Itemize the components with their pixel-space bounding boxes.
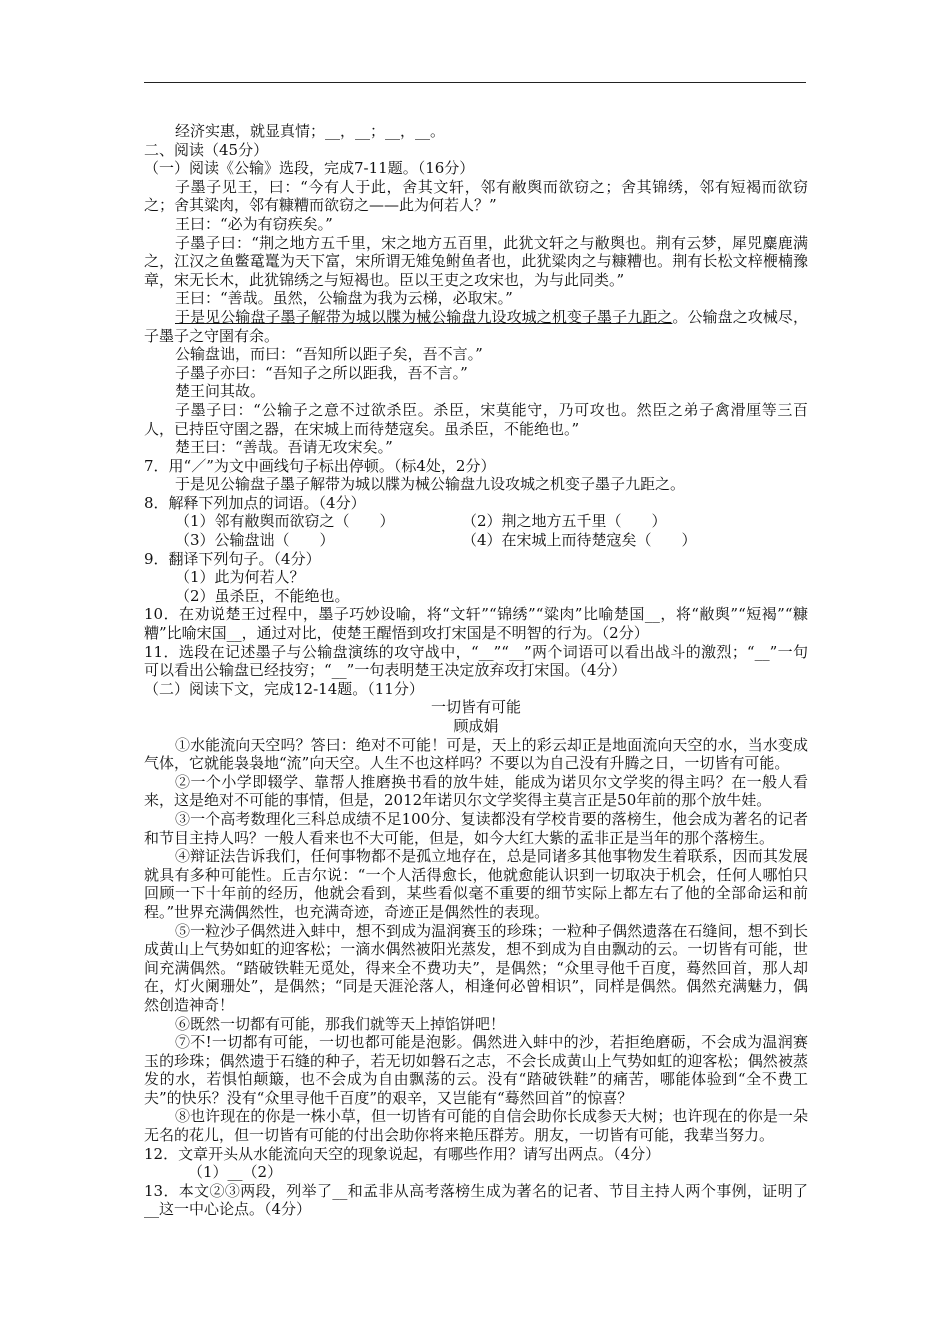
article-paragraph: ①水能流向天空吗？答曰：绝对不可能！可是，天上的彩云却正是地面流向天空的水，当水变成气体，它就能袅袅地“流”向天空。人生不也这样吗？不要以为自己没有升腾之日，一切皆有可能。: [144, 735, 808, 773]
passage-paragraph: 公输盘诎，而曰：“吾知所以距子矣，吾不言。”: [175, 345, 483, 364]
question-8-item: （3）公输盘诎（ ）: [175, 531, 335, 550]
question-8-row: [144, 531, 808, 550]
article-paragraph: ④辩证法告诉我们，任何事物都不是孤立地存在，总是同诸多其他事物发生着联系，因而其发展就具有多种可能性。丘吉尔说：“一个人活得愈长，他就愈能认识到一切取决于机会，任何人哪怕只回顾一下十年前的经历，他就会看到，某些看似毫不重要的细节实际上都左右了他的全部命运和前程。”世界充满偶然性，也充满奇迹，奇迹正是偶然性的表现。: [144, 847, 808, 921]
article-paragraph: ⑥既然一切都有可能，那我们就等天上掉馅饼吧！: [175, 1014, 506, 1033]
article-paragraph: ⑤一粒沙子偶然进入蚌中，想不到成为温润赛玉的珍珠；一粒种子偶然遗落在石缝间，想不到长成黄山上气势如虹的迎客松；一滴水偶然被阳光蒸发，想不到成为自由飘动的云。一切皆有可能，世间充满偶然。“踏破铁鞋无觅处，得来全不费功夫”，是偶然；“众里寻他千百度，蓦然回首，那人却在，灯火阑珊处”，是偶然；“同是天涯沦落人，相逢何必曾相识”，同样是偶然。偶然充满魅力，偶然创造神奇！: [144, 921, 808, 1014]
passage-paragraph: 子墨子见王，曰：“今有人于此，舍其文轩，邻有敝舆而欲窃之；舍其锦绣，邻有短褐而欲窃之；舍其粱肉，邻有糠糟而欲窃之——此为何若人？”: [144, 177, 808, 215]
subsection-heading: （一）阅读《公输》选段，完成7-11题。（16分）: [144, 159, 475, 178]
question-7: 7．用“／”为文中画线句子标出停顿。（标4处，2分）: [144, 456, 496, 475]
article-paragraph: ②一个小学即辍学、靠帮人推磨换书看的放牛娃，能成为诺贝尔文学奖的得主吗？在一般人看来，这是绝对不可能的事情，但是，2012年诺贝尔文学奖得主莫言正是50年前的那个放牛娃。: [144, 772, 808, 810]
question-10: 10．在劝说楚王过程中，墨子巧妙设喻，将“文轩”“锦绣”“粱肉”比喻楚国__，将“敝舆”“短褐”“糠糟”比喻宋国__，通过对比，使楚王醒悟到攻打宋国是不明智的行为。（2分）: [144, 605, 808, 643]
question-13: 13．本文②③两段，列举了__和孟非从高考落榜生成为著名的记者、节目主持人两个事例，证明了__这一中心论点。（4分）: [144, 1181, 808, 1219]
text-line: 经济实惠，就显真情；__，__；__，__。: [175, 122, 446, 140]
underlined-sentence: 于是见公输盘子墨子解带为城以牒为械公输盘九设攻城之机变子墨子九距之: [175, 307, 673, 326]
passage-paragraph: 王曰：“善哉。虽然，公输盘为我为云梯，必取宋。”: [175, 289, 513, 308]
article-paragraph: ⑦不!一切都有可能，一切也都可能是泡影。偶然进入蚌中的沙，若拒绝磨砺，不会成为温润赛玉的珍珠；偶然遗于石缝的种子，若无切如磐石之志，不会长成黄山上气势如虹的迎客松；偶然被蒸发的水，若惧怕颠簸，也不会成为自由飘荡的云。没有“踏破铁鞋”的痛苦，哪能体验到“全不费工夫”的快乐？没有“众里寻他千百度”的艰辛，又岂能有“蓦然回首”的惊喜？: [144, 1033, 808, 1107]
subsection-heading: （二）阅读下文，完成12-14题。（11分）: [144, 679, 424, 698]
question-9-item: （2）虽杀臣，不能绝也。: [175, 586, 350, 605]
section-heading: 二、阅读（45分）: [144, 140, 269, 159]
question-11: 11．选段在记述墨子与公输盘演练的攻守战中，“__”“__”两个词语可以看出战斗的激烈；“__”一句可以看出公输盘已经技穷；“__”一句表明楚王决定放弃攻打宋国。（4分）: [144, 642, 808, 680]
question-8-item: （4）在宋城上而待楚寇矣（ ）: [462, 531, 697, 550]
document-body: [144, 122, 808, 1219]
article-paragraph: ⑧也许现在的你是一株小草，但一切皆有可能的自信会助你长成参天大树；也许现在的你是一朵无名的花儿，但一切皆有可能的付出会助你将来艳压群芳。朋友，一切皆有可能，我辈当努力。: [144, 1107, 808, 1145]
question-8-row: [144, 512, 808, 531]
passage-paragraph: 楚王曰：“善哉。吾请无攻宋矣。”: [175, 438, 393, 457]
article-paragraph: ③一个高考数理化三科总成绩不足100分、复读都没有学校肯要的落榜生，他会成为著名的记者和节目主持人吗？一般人看来也不大可能，但是，如今大红大紫的孟非正是当年的那个落榜生。: [144, 809, 808, 847]
passage-paragraph: 子墨子亦曰：“吾知子之所以距我，吾不言。”: [175, 363, 468, 382]
passage-paragraph: 楚王问其故。: [175, 382, 266, 401]
question-9-item: （1）此为何若人？: [175, 568, 305, 587]
question-8: 8．解释下列加点的词语。（4分）: [144, 493, 366, 512]
passage-paragraph: [144, 308, 808, 345]
question-8-item: （2）荆之地方五千里（ ）: [462, 512, 667, 531]
question-8-item: （1）邻有敝舆而欲窃之（ ）: [175, 512, 395, 531]
question-7-sentence: 于是见公输盘子墨子解带为城以牒为械公输盘九设攻城之机变子墨子九距之。: [175, 475, 686, 494]
question-12-answer: （1）__（2）: [188, 1163, 283, 1182]
passage-paragraph: 子墨子曰：“荆之地方五千里，宋之地方五百里，此犹文轩之与敝舆也。荆有云梦，犀兕麋鹿满之，江汉之鱼鳖鼋鼍为天下富，宋所谓无雉兔鲋鱼者也，此犹粱肉之与糠糟也。荆有长松文梓楩楠豫章，宋无长木，此犹锦绣之与短褐也。臣以王吏之攻宋也，为与此同类。”: [144, 233, 808, 289]
question-12: 12．文章开头从水能流向天空的现象说起，有哪些作用？请写出两点。（4分）: [144, 1144, 661, 1163]
passage-paragraph: 王曰：“必为有窃疾矣。”: [175, 214, 333, 233]
article-author: 顾成娟: [453, 717, 499, 735]
sentence-rest: 。公输盘之攻械尽，子墨子之守圉有余。: [144, 307, 808, 345]
passage-paragraph: 子墨子曰：“公输子之意不过欲杀臣。杀臣，宋莫能守，乃可攻也。然臣之弟子禽滑厘等三百人，已持臣守圉之器，在宋城上而待楚寇矣。虽杀臣，不能绝也。”: [144, 400, 808, 438]
article-title: 一切皆有可能: [430, 698, 521, 717]
header-rule: [144, 82, 806, 83]
question-9: 9．翻译下列句子。（4分）: [144, 549, 321, 568]
